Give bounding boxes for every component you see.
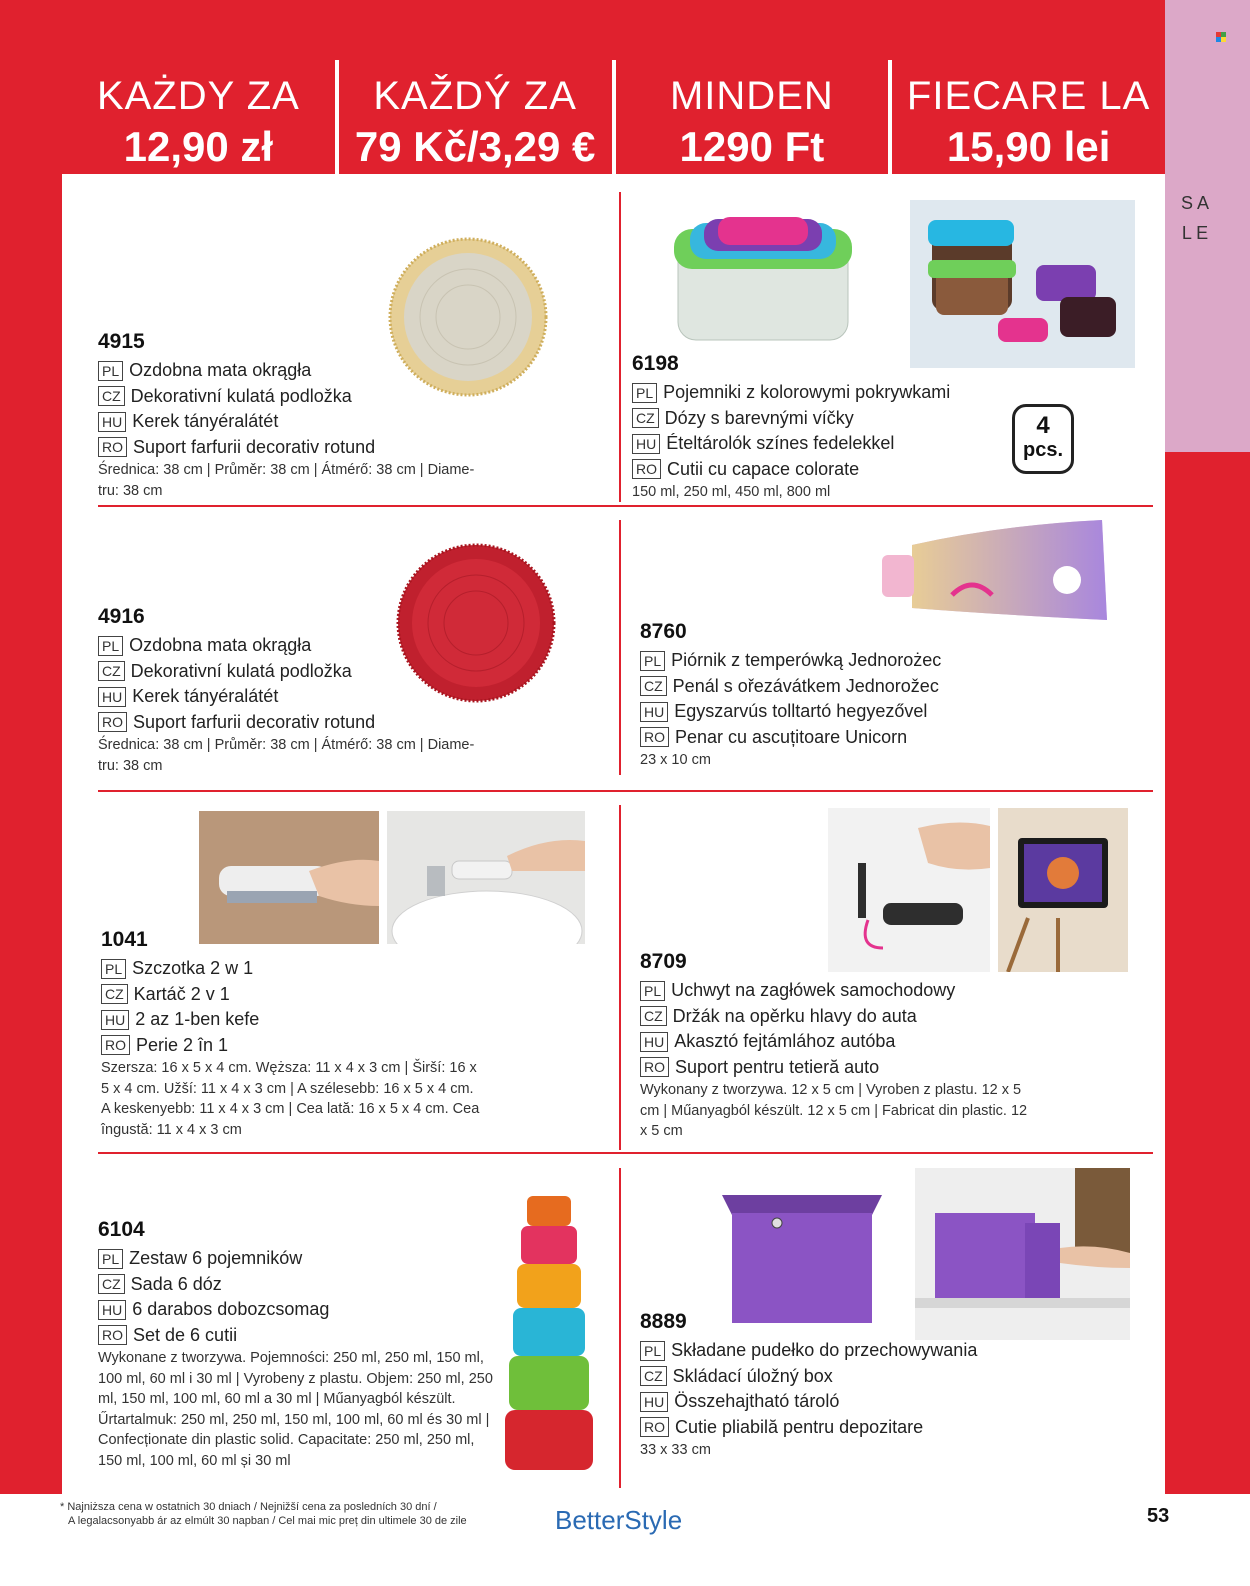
desc-text: Set de 6 cutii bbox=[133, 1324, 238, 1345]
price-value: 15,90 lei bbox=[946, 123, 1111, 170]
lang-tag: RO bbox=[640, 1057, 669, 1077]
row-divider bbox=[98, 505, 1153, 507]
product-dimensions: Wykonany z tworzywa. 12 x 5 cm | Vyroben z plastu. 12 x 5 cm | Műanyagból készült. 12 x 5 cm | Fabricat din plastic. 12 x 5 cm bbox=[640, 1082, 1028, 1139]
sale-vertical-label: S A L E bbox=[1180, 193, 1210, 243]
product-code: 1041 bbox=[101, 928, 148, 951]
desc-pl bbox=[98, 633, 518, 659]
price-box-ro bbox=[890, 60, 1165, 176]
disclaimer-line: A legalacsonyabb ár az elmúlt 30 napban / Cel mai mic preț din ultimele 30 de zile bbox=[68, 1515, 467, 1527]
desc-ro bbox=[98, 435, 518, 461]
desc-text: 2 az 1-ben kefe bbox=[135, 1009, 260, 1029]
pieces-badge bbox=[1012, 404, 1074, 474]
desc-hu bbox=[98, 409, 518, 435]
lang-tag: RO bbox=[98, 437, 127, 457]
desc-text: Szczotka 2 w 1 bbox=[132, 958, 254, 978]
desc-ro bbox=[98, 710, 518, 736]
price-box-hu bbox=[614, 60, 891, 176]
row-divider bbox=[98, 1152, 1153, 1154]
lang-tag: CZ bbox=[98, 386, 125, 406]
desc-pl bbox=[640, 978, 1040, 1004]
product-8709 bbox=[640, 950, 1040, 1142]
containers-with-food-photo bbox=[910, 200, 1135, 368]
lang-tag: HU bbox=[640, 702, 668, 722]
red-frame-top bbox=[0, 0, 1165, 60]
lang-tag: HU bbox=[632, 434, 660, 454]
badge-count: 4 bbox=[1036, 412, 1050, 439]
lang-tag: RO bbox=[640, 727, 669, 747]
product-code: 8709 bbox=[640, 950, 687, 973]
product-code: 8760 bbox=[640, 620, 687, 643]
footer-disclaimer bbox=[60, 1500, 467, 1528]
container-tower-photo bbox=[503, 1192, 595, 1472]
desc-pl bbox=[101, 956, 491, 982]
lang-tag: CZ bbox=[640, 1366, 667, 1386]
brand-logo: BetterStyle bbox=[555, 1505, 683, 1535]
product-dimensions: Szersza: 16 x 5 x 4 cm. Węższa: 11 x 4 x 3 cm | Širší: 16 x 5 x 4 cm. Užší: 11 x 4 x 3 cm | A szélesebb: 16 x 5 x 4 cm. A keskenyebb: 11 x 4 x 3 cm | Cea lată: 16 x 5 x 4 cm. Cea îngustă: 11 x 4 x 3 cm bbox=[101, 1060, 480, 1138]
lang-tag: PL bbox=[632, 383, 657, 403]
product-code: 4916 bbox=[98, 605, 145, 628]
column-divider bbox=[619, 520, 621, 775]
desc-text: Uchwyt na zagłówek samochodowy bbox=[671, 980, 956, 1000]
desc-cz bbox=[640, 1004, 1040, 1030]
desc-cz bbox=[101, 982, 491, 1008]
desc-ro bbox=[632, 457, 992, 483]
brand-mark-icon bbox=[1216, 32, 1226, 42]
desc-pl bbox=[98, 1246, 498, 1272]
product-6198 bbox=[632, 352, 992, 503]
price-label: KAŻDY ZA bbox=[96, 74, 300, 118]
desc-text: Suport farfurii decorativ rotund bbox=[133, 436, 376, 457]
desc-text: Kartáč 2 v 1 bbox=[133, 983, 230, 1004]
product-1041 bbox=[101, 928, 491, 1140]
desc-text: Pojemniki z kolorowymi pokrywkami bbox=[663, 382, 951, 402]
desc-ro bbox=[640, 1415, 1020, 1441]
lang-tag: PL bbox=[101, 959, 126, 979]
desc-text: Zestaw 6 pojemników bbox=[129, 1248, 303, 1268]
badge-unit: pcs. bbox=[1022, 439, 1064, 461]
product-6104 bbox=[98, 1218, 498, 1471]
desc-text: Suport farfurii decorativ rotund bbox=[133, 711, 376, 732]
price-value: 12,90 zł bbox=[123, 123, 274, 170]
stacked-containers-photo bbox=[670, 215, 855, 345]
desc-text: Penar cu ascuțitoare Unicorn bbox=[675, 726, 908, 747]
row-divider bbox=[98, 790, 1153, 792]
product-4915 bbox=[98, 330, 518, 501]
product-code: 8889 bbox=[640, 1310, 687, 1333]
lang-tag: PL bbox=[98, 636, 123, 656]
lang-tag: RO bbox=[101, 1035, 130, 1055]
desc-pl bbox=[632, 380, 992, 406]
desc-text: Ételtárolók színes fedelekkel bbox=[666, 433, 895, 453]
product-dimensions: 23 x 10 cm bbox=[640, 752, 711, 768]
lang-tag: RO bbox=[632, 459, 661, 479]
desc-text: Držák na opěrku hlavy do auta bbox=[672, 1005, 917, 1026]
price-box-pl bbox=[62, 60, 337, 176]
lang-tag: CZ bbox=[640, 1006, 667, 1026]
desc-text: Piórnik z temperówką Jednorożec bbox=[671, 650, 942, 670]
product-capacities: Wykonane z tworzywa. Pojemności: 250 ml, 250 ml, 150 ml, 100 ml, 60 ml i 30 ml | Vyrobeny z plastu. Objem: 250 ml, 250 ml, 150 ml, 100 ml, 60 ml a 30 ml | Műanyagból készült. Űrtartalmuk: 250 ml, 250 ml, 150 ml, 100 ml, 60 ml és 30 ml | Confecționate din plastic solid. Capacitate: 250 ml, 250 ml, 150 ml, 100 ml, 60 ml și 30 ml bbox=[98, 1350, 493, 1469]
lang-tag: RO bbox=[98, 1325, 127, 1345]
tablet-on-headrest-photo bbox=[998, 808, 1128, 972]
desc-text: Składane pudełko do przechowywania bbox=[671, 1340, 978, 1360]
lang-tag: PL bbox=[98, 361, 123, 381]
desc-text: Skládací úložný box bbox=[672, 1365, 833, 1386]
desc-text: Cutii cu capace colorate bbox=[667, 458, 860, 479]
product-capacities: 150 ml, 250 ml, 450 ml, 800 ml bbox=[632, 484, 831, 500]
price-header bbox=[62, 60, 1165, 176]
lang-tag: RO bbox=[98, 712, 127, 732]
price-value: 1290 Ft bbox=[679, 123, 825, 170]
lang-tag: HU bbox=[640, 1392, 668, 1412]
red-frame-left bbox=[0, 0, 62, 1494]
lang-tag: HU bbox=[640, 1032, 668, 1052]
lang-tag: PL bbox=[640, 1341, 665, 1361]
price-box-cz bbox=[337, 60, 614, 176]
disclaimer-line: * Najniższa cena w ostatnich 30 dniach / Nejnižší cena za posledních 30 dní / bbox=[60, 1501, 437, 1513]
product-code: 6104 bbox=[98, 1218, 145, 1241]
desc-ro bbox=[101, 1033, 491, 1059]
lang-tag: HU bbox=[98, 412, 126, 432]
desc-pl bbox=[640, 648, 1020, 674]
headrest-holder-hand-photo bbox=[828, 808, 990, 972]
column-divider bbox=[619, 192, 621, 502]
lang-tag: CZ bbox=[98, 1274, 125, 1294]
desc-text: Suport pentru tetieră auto bbox=[675, 1056, 880, 1077]
desc-hu bbox=[640, 699, 1020, 725]
lang-tag: HU bbox=[101, 1010, 129, 1030]
desc-cz bbox=[632, 406, 992, 432]
desc-text: Összehajtható tároló bbox=[674, 1391, 840, 1411]
desc-ro bbox=[640, 1055, 1040, 1081]
desc-text: Kerek tányéralátét bbox=[132, 411, 279, 431]
desc-cz bbox=[640, 1364, 1020, 1390]
product-code: 6198 bbox=[632, 352, 679, 375]
desc-text: Penál s ořezávátkem Jednorožec bbox=[672, 675, 939, 696]
desc-text: Dózy s barevnými víčky bbox=[664, 407, 854, 428]
lang-tag: CZ bbox=[101, 984, 128, 1004]
desc-text: Ozdobna mata okrągła bbox=[129, 635, 312, 655]
lang-tag: HU bbox=[98, 1300, 126, 1320]
desc-hu bbox=[98, 684, 518, 710]
desc-ro bbox=[640, 725, 1020, 751]
lang-tag: RO bbox=[640, 1417, 669, 1437]
price-value: 79 Kč/3,29 € bbox=[354, 123, 596, 170]
price-label: FIECARE LA bbox=[906, 74, 1151, 118]
price-label: MINDEN bbox=[669, 74, 834, 118]
column-divider bbox=[619, 1168, 621, 1488]
desc-hu bbox=[640, 1029, 1040, 1055]
product-8889 bbox=[640, 1310, 1020, 1461]
desc-text: 6 darabos dobozcsomag bbox=[132, 1299, 330, 1319]
lang-tag: PL bbox=[98, 1249, 123, 1269]
unicorn-pencil-case-photo bbox=[882, 520, 1112, 630]
lang-tag: PL bbox=[640, 981, 665, 1001]
lang-tag: CZ bbox=[640, 676, 667, 696]
price-label: KAŽDÝ ZA bbox=[373, 74, 577, 118]
desc-text: Dekorativní kulatá podložka bbox=[130, 660, 352, 681]
desc-hu bbox=[101, 1007, 491, 1033]
product-dimensions: Średnica: 38 cm | Průměr: 38 cm | Átmérő: 38 cm | Diame-tru: 38 cm bbox=[98, 737, 475, 774]
product-4916 bbox=[98, 605, 518, 776]
desc-text: Cutie pliabilă pentru depozitare bbox=[675, 1416, 924, 1437]
desc-text: Perie 2 în 1 bbox=[136, 1034, 229, 1055]
desc-text: Sada 6 dóz bbox=[130, 1273, 222, 1294]
desc-hu bbox=[640, 1389, 1020, 1415]
desc-ro bbox=[98, 1323, 498, 1349]
lang-tag: PL bbox=[640, 651, 665, 671]
desc-cz bbox=[640, 674, 1020, 700]
desc-text: Egyszarvús tolltartó hegyezővel bbox=[674, 701, 928, 721]
desc-pl bbox=[98, 358, 518, 384]
desc-text: Akasztó fejtámlához autóba bbox=[674, 1031, 896, 1051]
brush-on-sink-photo bbox=[387, 811, 585, 944]
desc-cz bbox=[98, 384, 518, 410]
lang-tag: CZ bbox=[632, 408, 659, 428]
desc-text: Kerek tányéralátét bbox=[132, 686, 279, 706]
desc-text: Dekorativní kulatá podložka bbox=[130, 385, 352, 406]
purple-box-photo bbox=[722, 1185, 882, 1325]
desc-pl bbox=[640, 1338, 1020, 1364]
desc-hu bbox=[98, 1297, 498, 1323]
brush-in-hand-photo bbox=[199, 811, 379, 944]
desc-cz bbox=[98, 1272, 498, 1298]
desc-hu bbox=[632, 431, 992, 457]
lang-tag: CZ bbox=[98, 661, 125, 681]
desc-cz bbox=[98, 659, 518, 685]
product-code: 4915 bbox=[98, 330, 145, 353]
product-8760 bbox=[640, 620, 1020, 771]
page-number: 53 bbox=[1147, 1505, 1170, 1527]
desc-text: Ozdobna mata okrągła bbox=[129, 360, 312, 380]
product-dimensions: Średnica: 38 cm | Průměr: 38 cm | Átmérő: 38 cm | Diame-tru: 38 cm bbox=[98, 462, 475, 499]
lang-tag: HU bbox=[98, 687, 126, 707]
product-dimensions: 33 x 33 cm bbox=[640, 1442, 711, 1458]
column-divider bbox=[619, 805, 621, 1150]
